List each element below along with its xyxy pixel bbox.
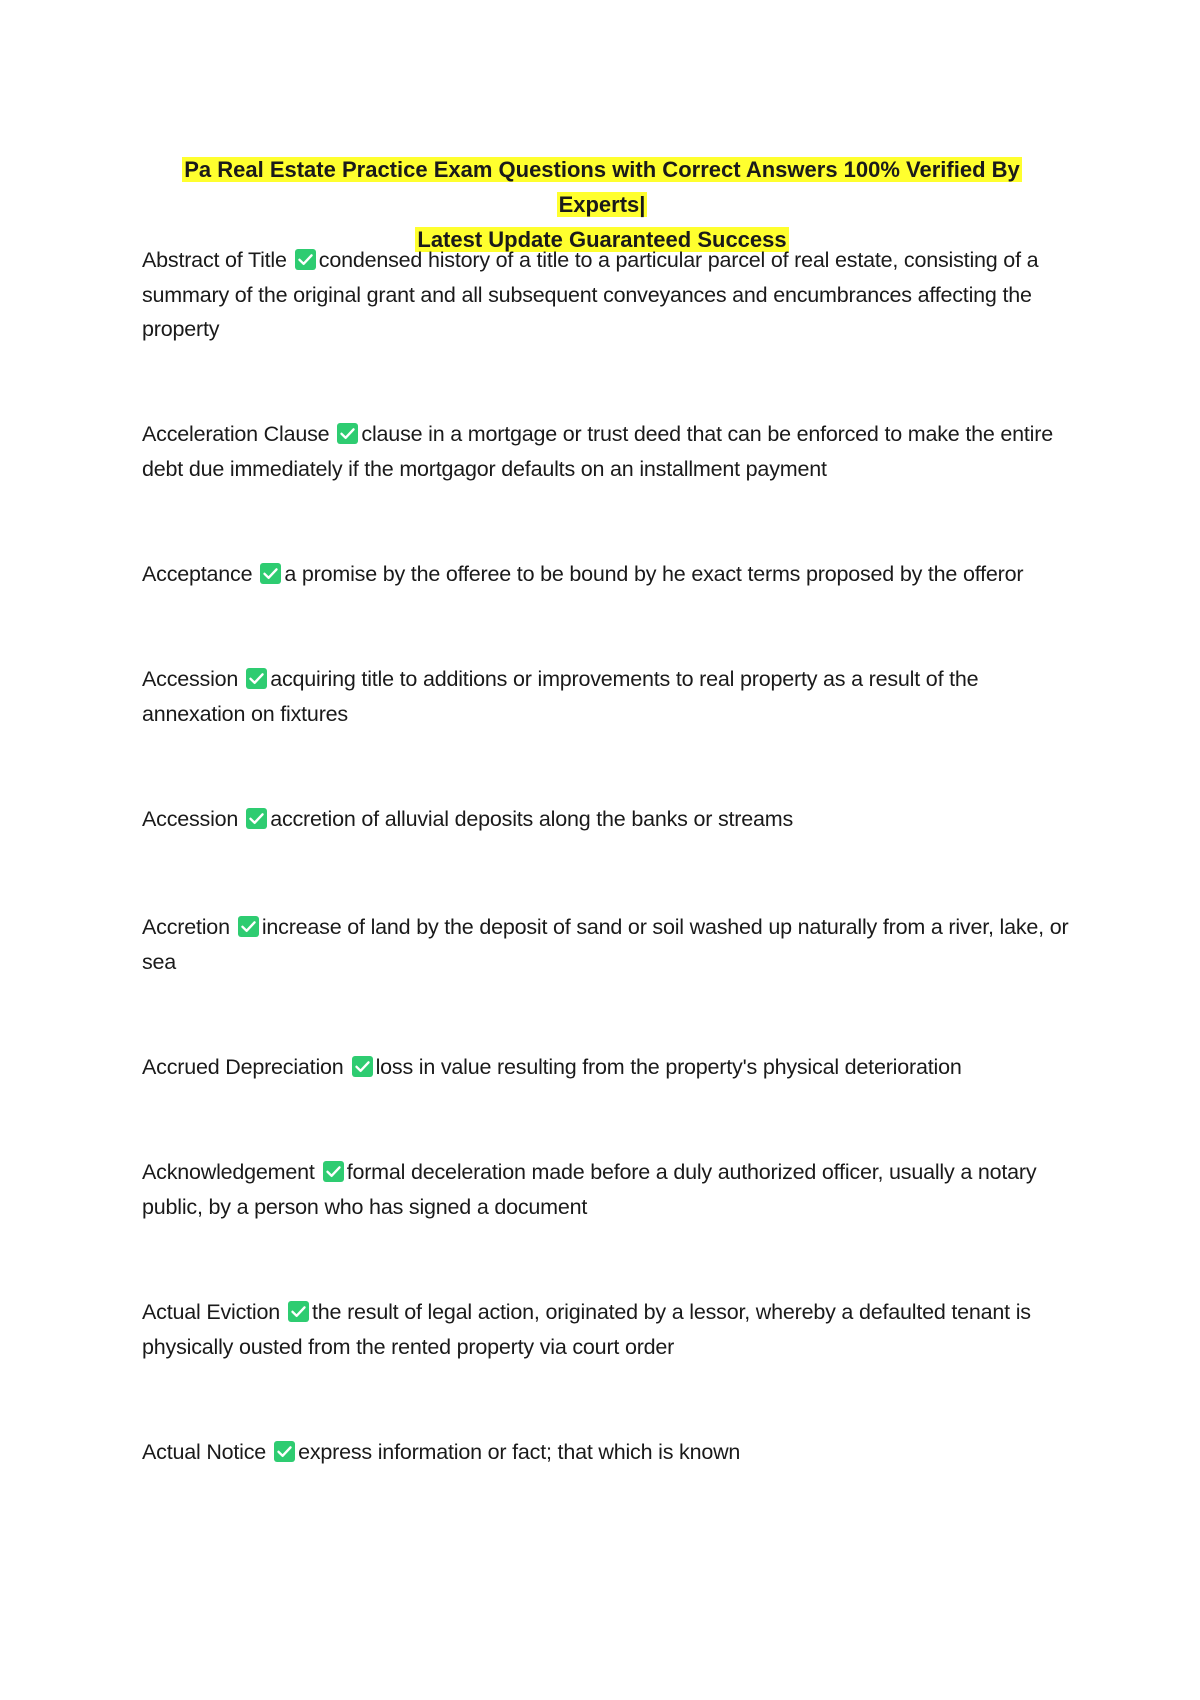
list-item	[142, 243, 1072, 347]
check-mark-icon	[246, 668, 267, 689]
entry-term: Accession	[142, 667, 239, 691]
entry-definition: accretion of alluvial deposits along the banks or streams	[270, 807, 794, 831]
entry-term: Accretion	[142, 915, 230, 939]
entry-term: Accession	[142, 807, 239, 831]
entry-definition: clause in a mortgage or trust deed that can be enforced to make the entire debt due immediately if the mortgagor defaults on an installment payment	[142, 422, 1053, 481]
document-title	[140, 152, 1064, 257]
entry-definition: condensed history of a title to a particular parcel of real estate, consisting of a summary of the original grant and all subsequent conveyances and encumbrances affecting the property	[142, 248, 1039, 341]
entry-definition: increase of land by the deposit of sand or soil washed up naturally from a river, lake, or sea	[142, 915, 1069, 974]
entry-term: Accrued Depreciation	[142, 1055, 344, 1079]
entry-definition: express information or fact; that which is known	[298, 1440, 741, 1464]
entry-term: Acceptance	[142, 562, 253, 586]
check-mark-icon	[288, 1301, 309, 1322]
list-item	[142, 1435, 1072, 1470]
list-item	[142, 910, 1072, 979]
list-item	[142, 1295, 1072, 1364]
list-item	[142, 1155, 1072, 1224]
check-mark-icon	[238, 916, 259, 937]
title-line-2: Latest Update Guaranteed Success	[417, 227, 787, 252]
title-line-1: Pa Real Estate Practice Exam Questions with Correct Answers 100% Verified By Experts|	[184, 157, 1020, 217]
check-mark-icon	[295, 249, 316, 270]
check-mark-icon	[352, 1056, 373, 1077]
entry-definition: a promise by the offeree to be bound by he exact terms proposed by the offeror	[284, 562, 1024, 586]
entry-term: Actual Notice	[142, 1440, 267, 1464]
check-mark-icon	[246, 808, 267, 829]
entry-term: Acceleration Clause	[142, 422, 330, 446]
check-mark-icon	[260, 563, 281, 584]
check-mark-icon	[274, 1441, 295, 1462]
list-item	[142, 802, 1072, 837]
entry-definition: the result of legal action, originated by a lessor, whereby a defaulted tenant is physically ousted from the rented property via court order	[142, 1300, 1031, 1359]
entry-term: Abstract of Title	[142, 248, 287, 272]
list-item	[142, 417, 1072, 486]
entry-definition: formal deceleration made before a duly authorized officer, usually a notary public, by a person who has signed a document	[142, 1160, 1037, 1219]
list-item	[142, 1050, 1072, 1085]
list-item	[142, 662, 1072, 731]
entry-definition: loss in value resulting from the property's physical deterioration	[375, 1055, 962, 1079]
check-mark-icon	[323, 1161, 344, 1182]
check-mark-icon	[337, 423, 358, 444]
entry-definition: acquiring title to additions or improvements to real property as a result of the annexation on fixtures	[142, 667, 979, 726]
list-item	[142, 557, 1072, 592]
entry-term: Actual Eviction	[142, 1300, 281, 1324]
entry-term: Acknowledgement	[142, 1160, 315, 1184]
